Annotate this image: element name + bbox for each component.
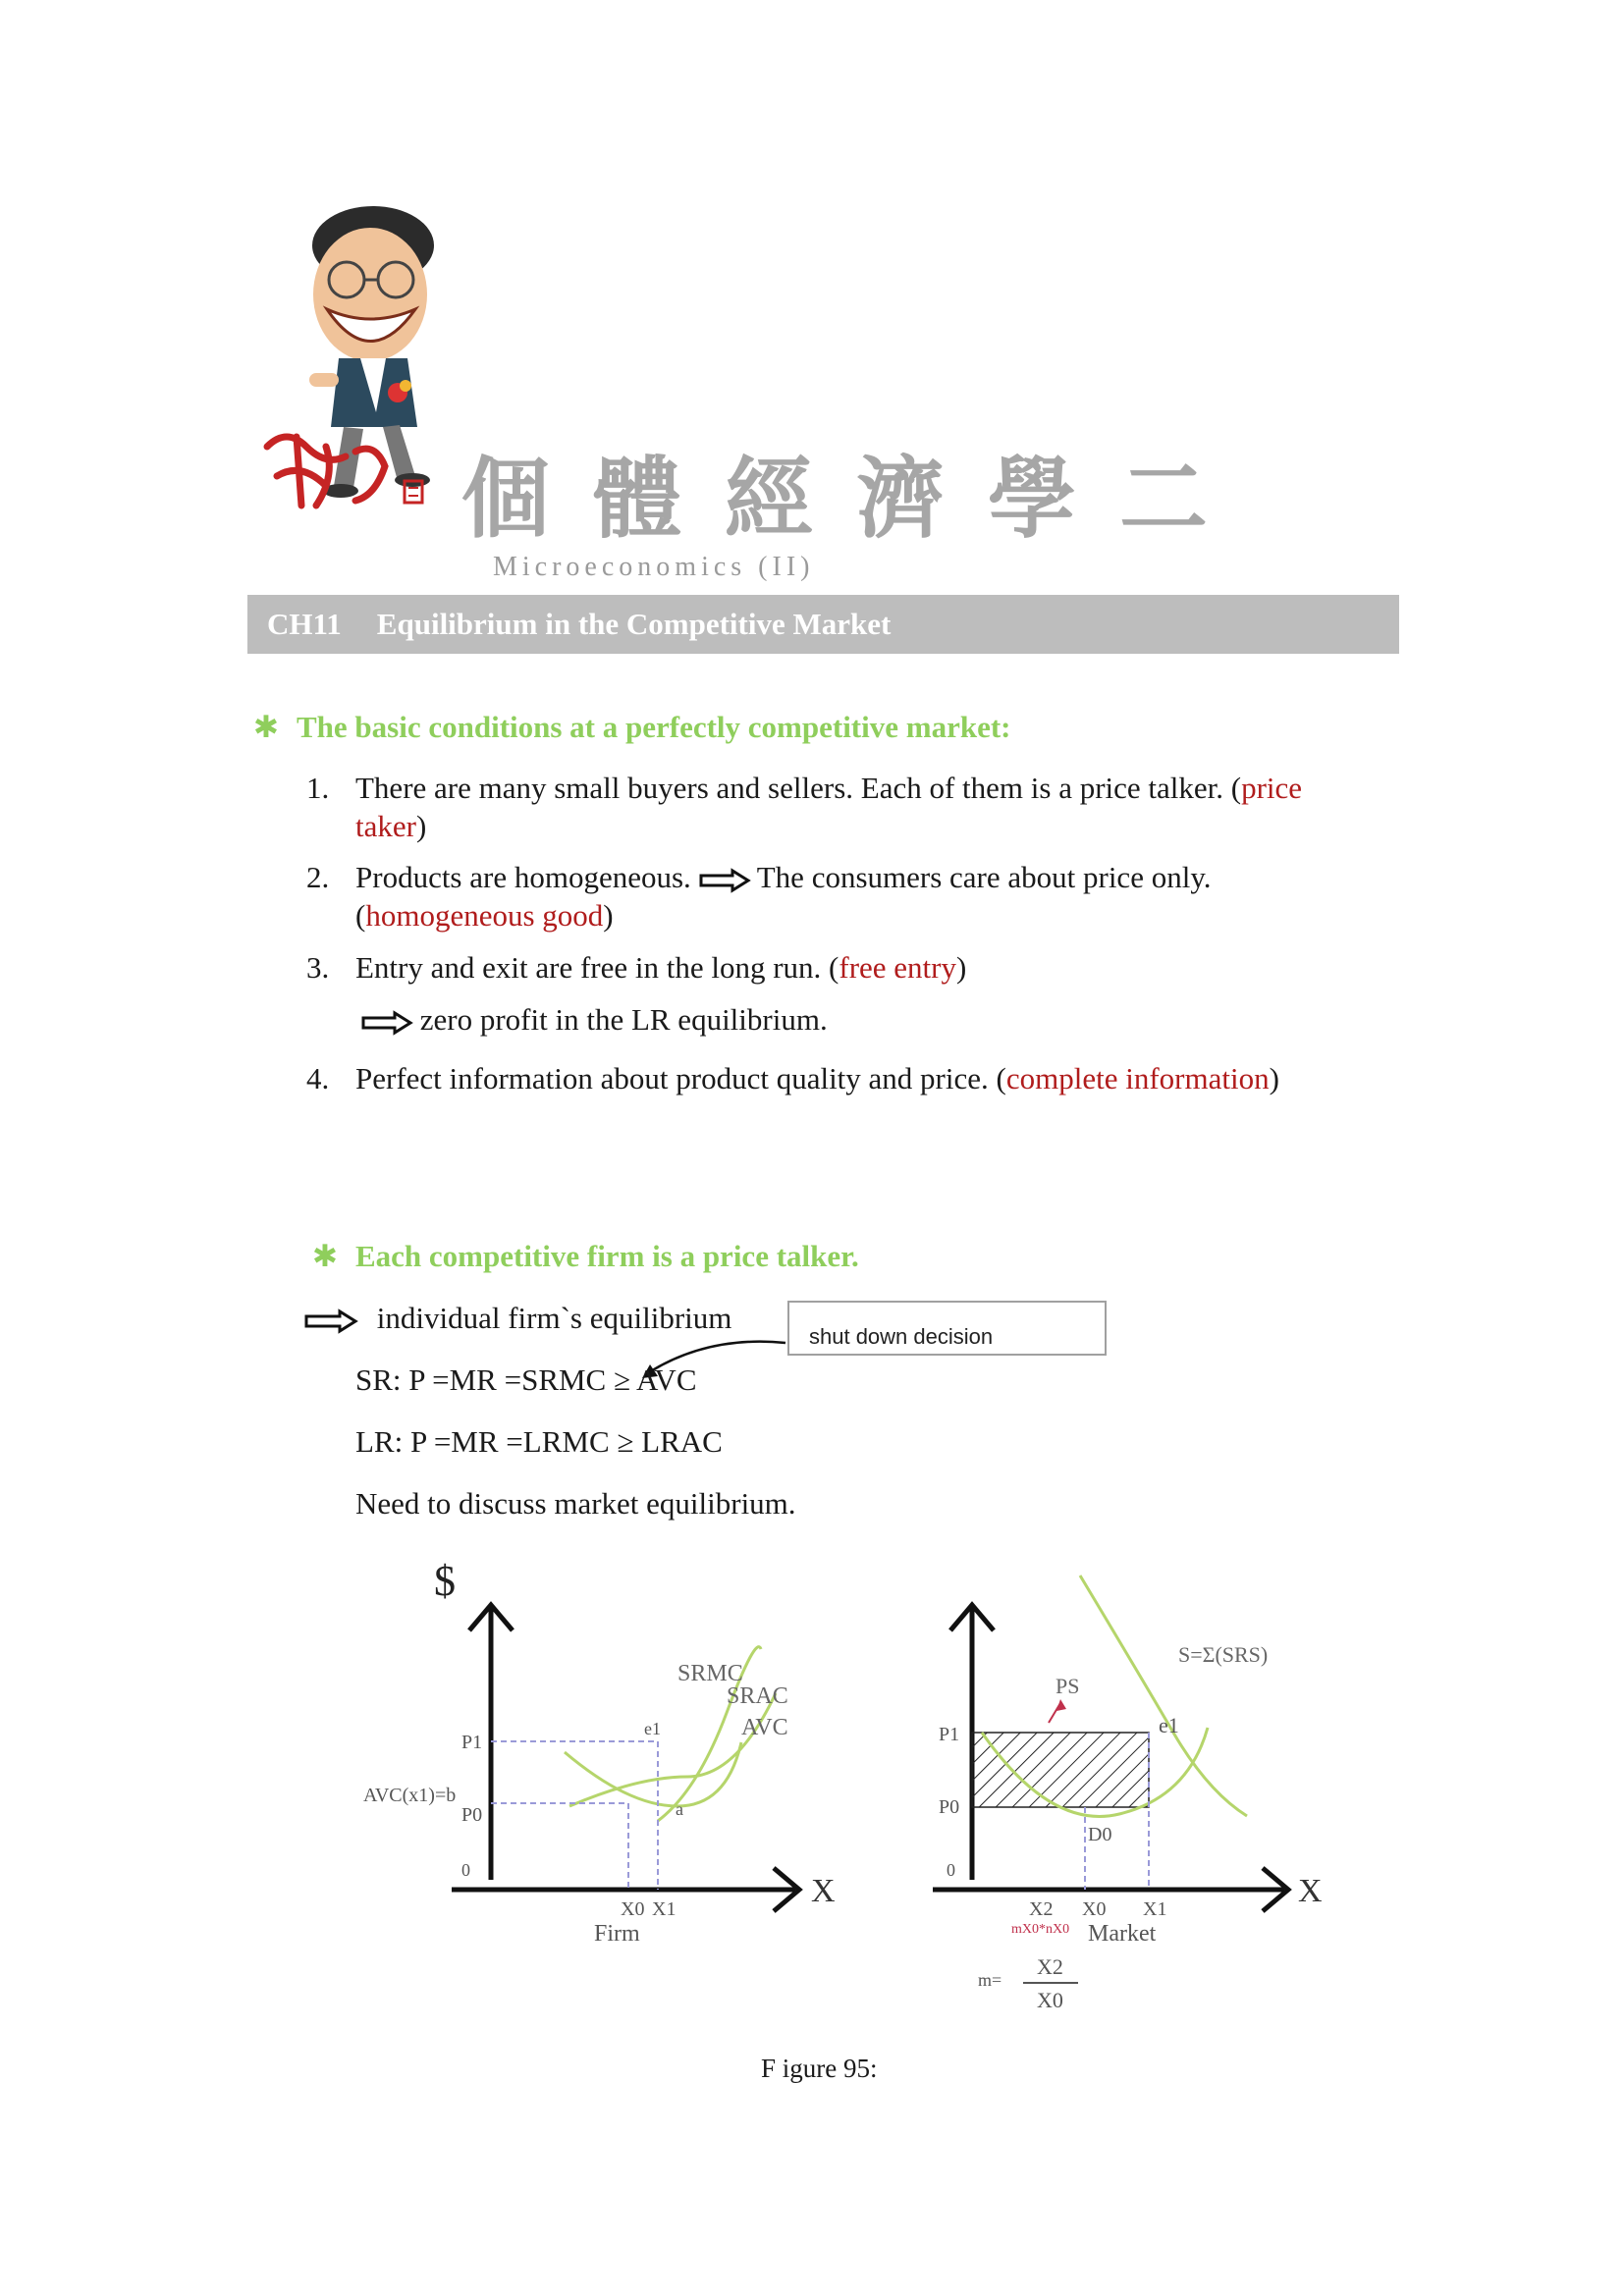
heading-text: The basic conditions at a perfectly competitive market:: [296, 710, 1011, 744]
item-text: [355, 858, 1212, 934]
e1-label: e1: [644, 1719, 661, 1738]
avc-curve: [569, 1693, 776, 1806]
item-text-tail: ): [1269, 1061, 1279, 1095]
market-label: Market: [1088, 1921, 1157, 1947]
origin-label: 0: [461, 1860, 470, 1880]
item-text-main: The consumers care about price only.: [756, 860, 1212, 894]
x1-label: X1: [1143, 1898, 1167, 1920]
term-highlight: complete information: [1005, 1061, 1270, 1095]
item-text-main: Products are homogeneous.: [355, 860, 691, 894]
a-label: a: [676, 1799, 683, 1819]
ps-label: PS: [1056, 1674, 1080, 1698]
item-text-head: (: [355, 898, 366, 933]
sr-condition: SR: P =MR =SRMC ≥ AVC: [355, 1362, 697, 1397]
market-graph: [913, 1556, 1335, 2027]
x0-label: X0: [621, 1898, 645, 1920]
item-text: [355, 769, 1302, 845]
srac-label: SRAC: [727, 1683, 788, 1709]
item-text-tail: ): [956, 950, 967, 985]
y-axis-label: $: [434, 1557, 456, 1605]
chapter-label: CH11: [267, 607, 342, 641]
x1-label: X1: [652, 1898, 677, 1920]
p0-label: P0: [461, 1804, 483, 1826]
chapter-bar: [247, 595, 1399, 654]
page-title-chinese: 個體經濟學二: [461, 447, 1251, 551]
d0-label: D0: [1088, 1824, 1112, 1845]
mx-label: mX0*nX0: [1011, 1922, 1070, 1937]
list-item: [306, 1059, 1406, 1098]
asterisk-icon: ✱: [312, 1239, 338, 1274]
implies-arrow-icon: [699, 869, 750, 892]
x0-label: X0: [1082, 1898, 1107, 1920]
e1-label: e1: [1159, 1713, 1179, 1737]
firm-equilibrium-text: individual firm`s equilibrium: [376, 1301, 732, 1335]
srmc-label: SRMC: [677, 1661, 743, 1686]
need-market-text: Need to discuss market equilibrium.: [355, 1486, 796, 1521]
term-highlight: taker: [355, 809, 416, 843]
item-text-tail: ): [415, 809, 427, 843]
x2-label: X2: [1029, 1898, 1054, 1920]
firm-graph: [363, 1556, 836, 1949]
origin-label: 0: [947, 1860, 955, 1880]
seal-calligraphy: [257, 417, 434, 520]
item-text-tail: ): [603, 898, 614, 933]
zero-profit-text: zero profit in the LR equilibrium.: [419, 1002, 828, 1037]
implies-arrow-icon: [361, 1011, 412, 1035]
m-equation-label: m=: [978, 1970, 1002, 1990]
term-highlight: free entry: [839, 950, 956, 985]
list-item: [306, 948, 1406, 988]
item-number: 3.: [306, 950, 330, 985]
firm-label: Firm: [594, 1921, 640, 1947]
chapter-title: Equilibrium in the Competitive Market: [376, 607, 892, 641]
producer-surplus-area: [972, 1733, 1149, 1807]
supply-label: S=Σ(SRS): [1178, 1642, 1269, 1667]
item-text-main: There are many small buyers and sellers. Each of them is a price talker. (: [355, 771, 1242, 805]
asterisk-icon: ✱: [253, 710, 279, 745]
term-highlight: homogeneous good: [365, 898, 604, 933]
x-axis-label: X: [1298, 1873, 1323, 1909]
term-highlight: price: [1241, 771, 1303, 805]
item-number: 1.: [306, 771, 330, 805]
seal-image: [257, 417, 434, 515]
item-text: [355, 948, 966, 987]
p1-label: P1: [939, 1724, 960, 1745]
item-number: 4.: [306, 1061, 330, 1095]
avc-label: AVC: [741, 1715, 788, 1740]
page-subtitle: Microeconomics (II): [493, 552, 815, 582]
p1-label: P1: [461, 1732, 483, 1753]
fraction-numerator: X2: [1037, 1954, 1063, 1979]
firm-equilibrium-line: [304, 1301, 731, 1336]
implies-arrow-icon: [304, 1309, 357, 1333]
item-text-main: Entry and exit are free in the long run. (: [355, 950, 839, 985]
avc-x1-label: AVC(x1)=b: [363, 1785, 457, 1806]
item-text-main: Perfect information about product quality and price. (: [355, 1061, 1006, 1095]
callout-shut-down: shut down decision: [787, 1301, 1107, 1356]
item-number: 2.: [306, 860, 330, 894]
list-item: [306, 858, 1406, 936]
section-heading-price-taker: [312, 1239, 859, 1274]
section-heading-basic-conditions: [253, 710, 1011, 745]
ps-pointer-head: [1056, 1699, 1066, 1711]
x-axis-label: X: [811, 1873, 836, 1909]
figure-caption: F igure 95:: [761, 2054, 878, 2083]
p0-label: P0: [939, 1796, 960, 1818]
heading-text: Each competitive firm is a price talker.: [354, 1239, 859, 1273]
list-item: [306, 769, 1406, 847]
lr-condition: LR: P =MR =LRMC ≥ LRAC: [355, 1424, 723, 1459]
zero-profit-line: [361, 1002, 828, 1038]
item-text: [355, 1059, 1279, 1097]
fraction-denominator: X0: [1037, 1988, 1063, 2012]
